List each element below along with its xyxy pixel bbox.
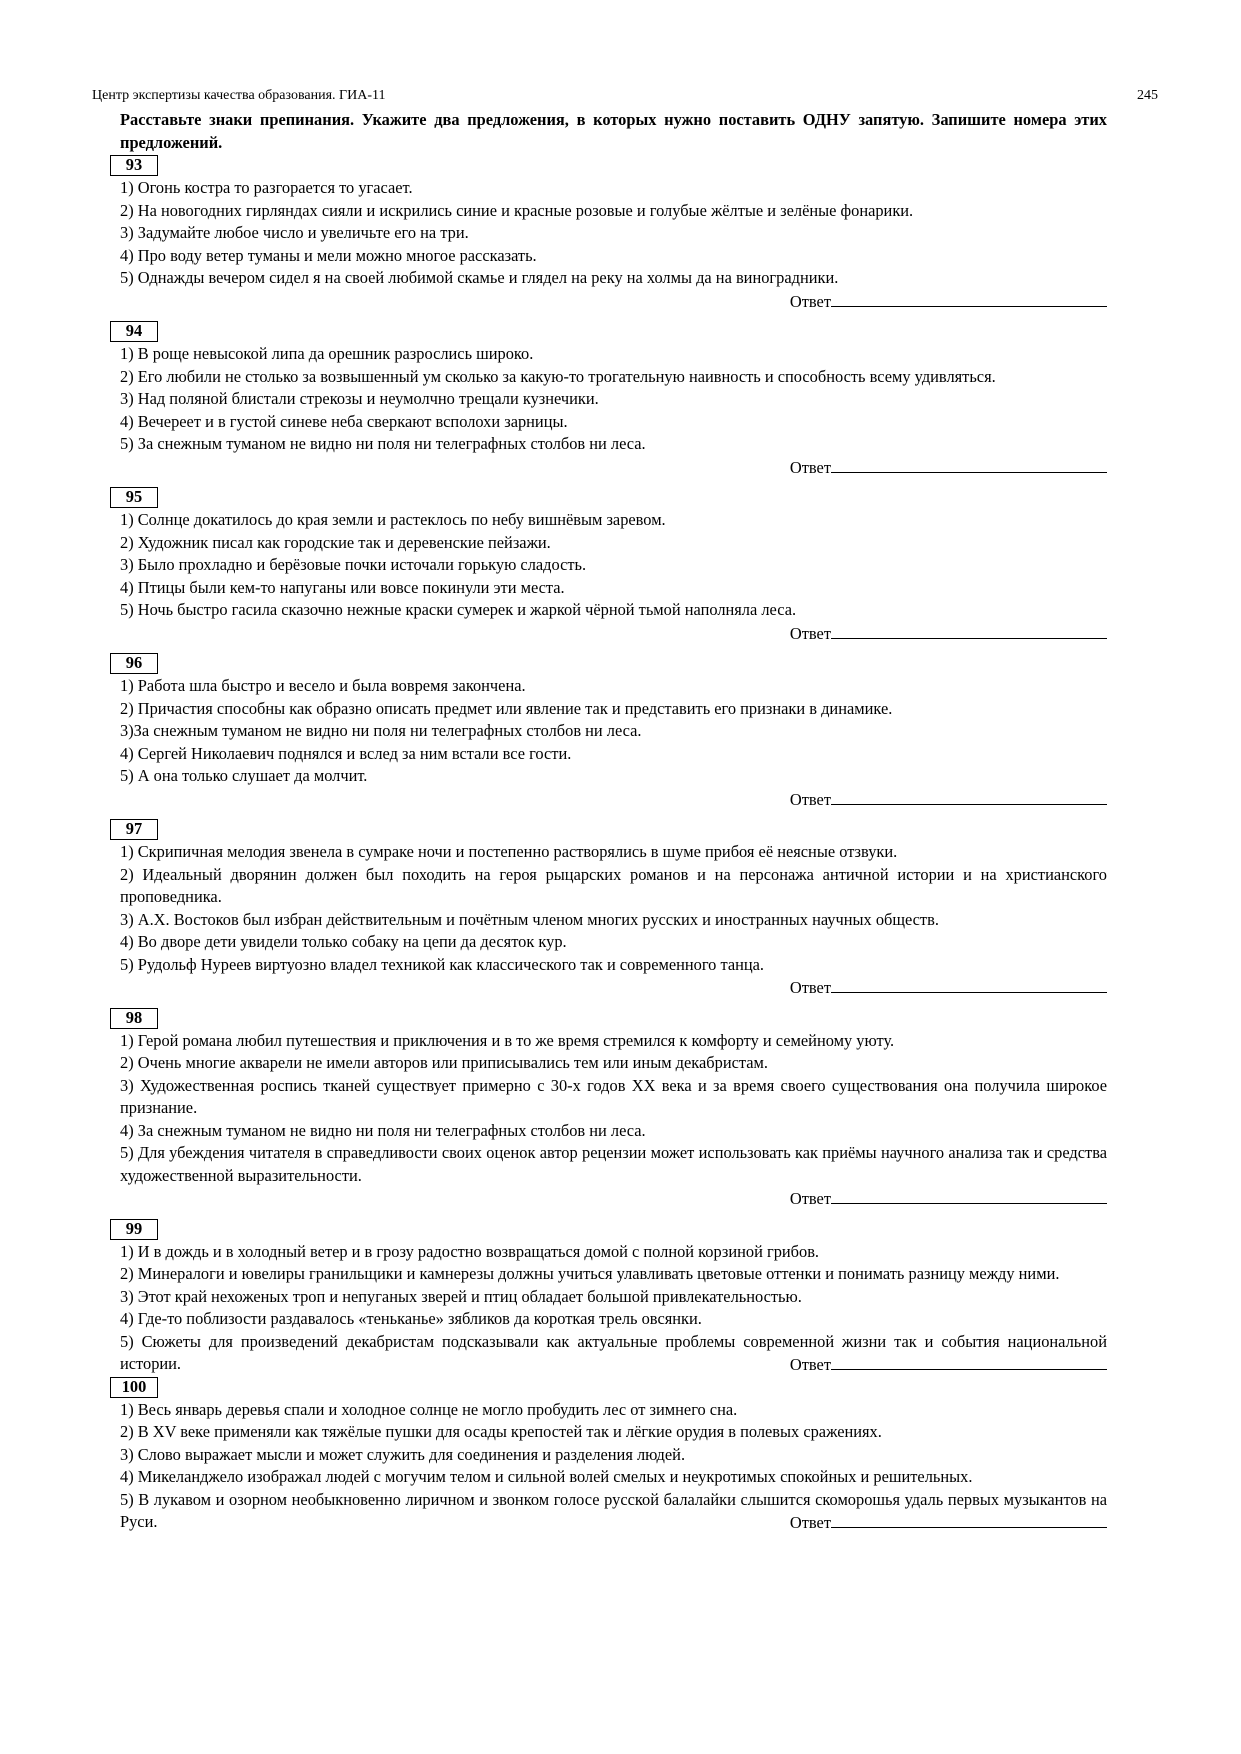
sentence-item: 1) И в дождь и в холодный ветер и в грозу радостно возвращаться домой с полной корзиной грибов. [120, 1241, 820, 1261]
answer-label: Ответ [789, 1189, 831, 1208]
sentence-item: 5) Рудольф Нуреев виртуозно владел техникой как классического так и современного танца. [120, 954, 765, 974]
task-98 [120, 1007, 1107, 1218]
sentence-item: 4) Где-то поблизости раздавалось «теньканье» зябликов да короткая трель овсянки. [120, 1309, 702, 1328]
sentence-item: 3) А.Х. Востоков был избран действительным и почётным членом многих русских и иностранных научных обществ. [120, 909, 939, 929]
sentence-item: 1) Скрипичная мелодия звенела в сумраке ночи и постепенно растворялись в шуме прибоя её неясные отзвуки. [120, 842, 898, 861]
sentence-item: 5) Однажды вечером сидел я на своей любимой скамье и глядел на реку на холмы да на виноградники. [120, 268, 839, 287]
task-spacer [120, 645, 1107, 652]
task-100 [120, 1376, 1107, 1534]
answer-field[interactable] [790, 1511, 1107, 1535]
sentence-item: 4) Про воду ветер туманы и мели можно многое рассказать. [120, 245, 537, 265]
answer-blank-line[interactable] [831, 1511, 1107, 1528]
sentence-item: 2) Идеальный дворянин должен был походить на героя рыцарских романов и на персонажа античной истории и на христианского проповедника. [120, 864, 1107, 906]
page-number: 245 [1137, 88, 1158, 103]
sentence-item: 2) На новогодних гирляндах сияли и искрились синие и красные розовые и голубые жёлтые и зелёные фонарики. [120, 200, 914, 220]
sentence-item: 3) Было прохладно и берёзовые почки источали горькую сладость. [120, 555, 587, 574]
task-96 [120, 652, 1107, 818]
task-spacer [120, 811, 1107, 818]
task-number-box: 95 [110, 487, 158, 508]
sentence-item: 1) Работа шла быстро и весело и была вовремя закончена. [120, 676, 526, 695]
answer-blank-line[interactable] [831, 290, 1107, 307]
task-number-box: 96 [110, 653, 158, 674]
answer-blank-line[interactable] [831, 1353, 1107, 1370]
answer-field[interactable] [120, 622, 1107, 646]
sentence-text: 5) В лукавом и озорном необыкновенно лиричном и звонком голосе русской балалайки слышится скоморошья удаль первых музыкантов на Руси. [120, 1489, 1107, 1531]
sentence-item: 3) Задумайте любое число и увеличьте его на три. [120, 223, 469, 242]
sentence-item: 3) Художественная роспись тканей существует примерно с 30-х годов XX века и за время своего существования она получила широкое признание. [120, 1075, 1107, 1117]
sentence-item: 1) Солнце докатилось до края земли и растеклось по небу вишнёвым заревом. [120, 510, 666, 529]
sentence-item: 1) Весь январь деревья спали и холодное солнце не могло пробудить лес от зимнего сна. [120, 1399, 738, 1419]
task-93 [120, 154, 1107, 320]
task-number-box: 98 [110, 1008, 158, 1029]
sentence-item: 4) Микеланджело изображал людей с могучим телом и сильной волей смелых и неукротимых спокойных и решительных. [120, 1467, 973, 1486]
task-95 [120, 486, 1107, 652]
sentence-item: 3) Над поляной блистали стрекозы и неумолчно трещали кузнечики. [120, 389, 599, 408]
task-number-box: 97 [110, 819, 158, 840]
task-number-box: 100 [110, 1377, 158, 1398]
task-94 [120, 320, 1107, 486]
running-header: Центр экспертизы качества образования. ГИА-11 [92, 88, 386, 103]
task-spacer [120, 479, 1107, 486]
answer-blank-line[interactable] [831, 1187, 1107, 1204]
content [120, 109, 1107, 1535]
instruction: Расставьте знаки препинания. Укажите два предложения, в которых нужно поставить ОДНУ запятую. Запишите номера этих предложений. [120, 110, 1107, 152]
task-number-box: 99 [110, 1219, 158, 1240]
sentence-item: 5) За снежным туманом не видно ни поля ни телеграфных столбов ни леса. [120, 434, 646, 453]
sentence-item: 2) Очень многие акварели не имели авторов или приписывались тем или иным декабристам. [120, 1053, 768, 1072]
answer-blank-line[interactable] [831, 976, 1107, 993]
answer-field[interactable] [120, 976, 1107, 1000]
sentence-item: 4) Во дворе дети увидели только собаку на цепи да десяток кур. [120, 932, 567, 951]
sentence-item: 1) Герой романа любил путешествия и приключения и в то же время стремился к комфорту и семейному уюту. [120, 1030, 895, 1050]
answer-field[interactable] [120, 456, 1107, 480]
answer-field[interactable] [120, 290, 1107, 314]
sentence-item: 4) Вечереет и в густой синеве неба сверкают всполохи зарницы. [120, 411, 568, 431]
sentence-item: 2) Минералоги и ювелиры гранильщики и камнерезы должны учиться улавливать цветовые оттенки и понимать разницу между ними. [120, 1264, 1060, 1283]
task-number-box: 94 [110, 321, 158, 342]
task-list [120, 154, 1107, 1534]
answer-field[interactable] [120, 1187, 1107, 1211]
answer-label: Ответ [789, 457, 831, 477]
task-spacer [120, 1000, 1107, 1007]
sentence-item: 3) Этот край нехоженых троп и непуганых зверей и птиц обладает большой привлекательностью. [120, 1286, 802, 1306]
task-number-box: 93 [110, 155, 158, 176]
sentence-item: 2) Художник писал как городские так и деревенские пейзажи. [120, 532, 551, 552]
sentence-item: 2) В XV веке применяли как тяжёлые пушки для осады крепостей так и лёгкие орудия в полевых сражениях. [120, 1422, 882, 1441]
answer-blank-line[interactable] [831, 788, 1107, 805]
task-97 [120, 818, 1107, 1007]
task-spacer [120, 313, 1107, 320]
answer-label: Ответ [789, 623, 831, 643]
sentence-item [120, 1331, 1107, 1376]
sentence-item: 2) Причастия способны как образно описать предмет или явление так и представить его признаки в динамике. [120, 698, 893, 718]
sentence-item: 3) Слово выражает мысли и может служить для соединения и разделения людей. [120, 1444, 686, 1464]
answer-label: Ответ [789, 1513, 831, 1532]
sentence-item: 4) За снежным туманом не видно ни поля ни телеграфных столбов ни леса. [120, 1120, 646, 1140]
answer-label: Ответ [789, 789, 831, 809]
answer-label: Ответ [789, 978, 831, 997]
sentence-item: 1) В роще невысокой липа да орешник разрослись широко. [120, 344, 534, 363]
answer-field[interactable] [790, 1353, 1107, 1377]
sentence-item: 5) А она только слушает да молчит. [120, 766, 368, 785]
sentence-item [120, 1489, 1107, 1534]
sentence-item: 5) Для убеждения читателя в справедливости своих оценок автор рецензии может использовать как приёмы научного анализа так и средства художественной выразительности. [120, 1143, 1107, 1185]
answer-blank-line[interactable] [831, 622, 1107, 639]
sentence-item: 4) Птицы были кем-то напуганы или вовсе покинули эти места. [120, 577, 565, 597]
answer-field[interactable] [120, 788, 1107, 812]
answer-label: Ответ [789, 291, 831, 311]
answer-label: Ответ [789, 1355, 831, 1374]
sentence-text: 5) Сюжеты для произведений декабристам подсказывали как актуальные проблемы современной жизни так и события национальной истории. [120, 1331, 1107, 1373]
sentence-item: 4) Сергей Николаевич поднялся и вслед за ним встали все гости. [120, 743, 572, 763]
sentence-item: 5) Ночь быстро гасила сказочно нежные краски сумерек и жаркой чёрной тьмой наполняла леса. [120, 600, 797, 619]
task-99 [120, 1218, 1107, 1376]
task-spacer [120, 1211, 1107, 1218]
sentence-item: 3)За снежным туманом не видно ни поля ни телеграфных столбов ни леса. [120, 721, 642, 740]
answer-blank-line[interactable] [831, 456, 1107, 473]
sentence-item: 2) Его любили не столько за возвышенный ум сколько за какую-то трогательную наивность и способность всему удивляться. [120, 366, 996, 386]
sentence-item: 1) Огонь костра то разгорается то угасает. [120, 178, 413, 197]
